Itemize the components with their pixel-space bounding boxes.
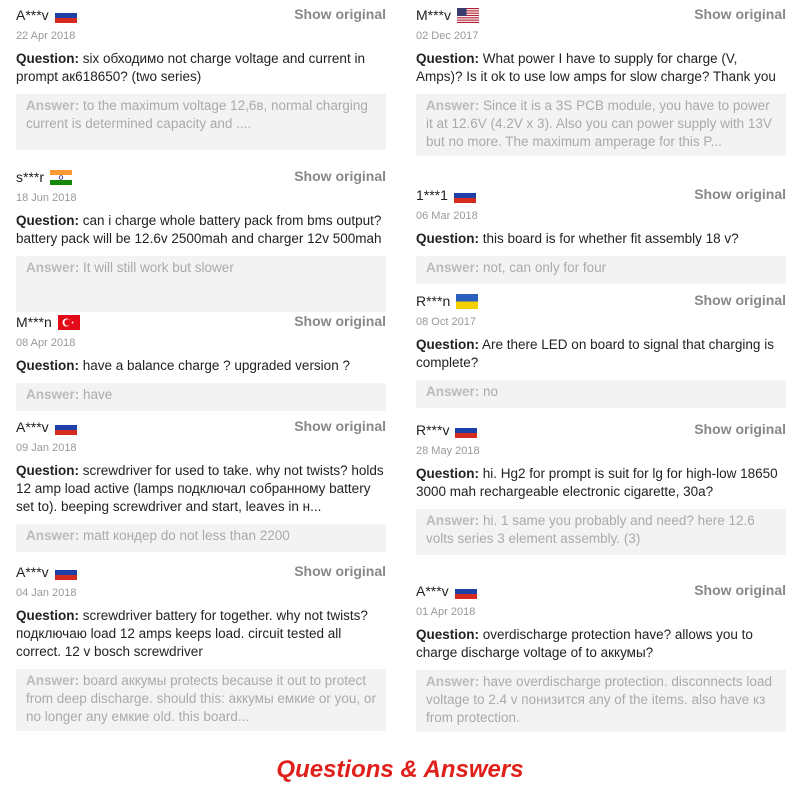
username: M***n <box>16 314 52 330</box>
answer-body: have overdischarge protection. disconnects load voltage to 2.4 v понизится any of the items. also have кз from protection. <box>426 674 772 725</box>
question-prefix: Question: <box>16 358 79 373</box>
answer-box <box>416 94 786 156</box>
qa-header <box>416 580 786 602</box>
answer-body: no <box>483 384 499 399</box>
username: R***v <box>416 422 450 438</box>
question-text <box>16 212 386 248</box>
date: 08 Apr 2018 <box>16 337 76 349</box>
qa-header <box>16 416 386 438</box>
date: 22 Apr 2018 <box>16 30 76 42</box>
qa-header <box>16 166 386 188</box>
question-prefix: Question: <box>416 627 479 642</box>
russia-flag-icon <box>55 420 77 435</box>
qa-header <box>16 561 386 583</box>
show-original-link[interactable]: Show original <box>294 168 386 184</box>
question-text <box>16 607 386 661</box>
qa-item <box>16 416 386 552</box>
answer-body: It will still work but slower <box>83 260 234 275</box>
footer-title: Questions & Answers <box>276 756 524 783</box>
answer-prefix: Answer: <box>26 528 80 543</box>
russia-flag-icon <box>455 584 477 599</box>
question-text <box>416 626 786 662</box>
show-original-link[interactable]: Show original <box>694 421 786 437</box>
question-prefix: Question: <box>16 51 79 66</box>
answer-box <box>416 670 786 732</box>
question-text <box>416 50 786 86</box>
answer-prefix: Answer: <box>26 98 80 113</box>
question-text <box>416 465 786 501</box>
username: A***v <box>16 564 49 580</box>
answer-prefix: Answer: <box>26 673 80 688</box>
question-text <box>416 336 786 372</box>
date: 18 Jun 2018 <box>16 192 77 204</box>
answer-box <box>16 94 386 150</box>
qa-header <box>16 4 386 26</box>
username: R***n <box>416 293 451 309</box>
answer-prefix: Answer: <box>426 513 480 528</box>
answer-prefix: Answer: <box>426 98 480 113</box>
show-original-link[interactable]: Show original <box>694 6 786 22</box>
answer-box <box>16 256 386 312</box>
russia-flag-icon <box>454 188 476 203</box>
show-original-link[interactable]: Show original <box>694 186 786 202</box>
qa-item <box>416 290 786 408</box>
username: 1***1 <box>416 187 448 203</box>
question-text <box>16 357 386 375</box>
username: M***v <box>416 7 452 23</box>
show-original-link[interactable]: Show original <box>294 563 386 579</box>
answer-box <box>416 380 786 408</box>
answer-body: matt кондер do not less than 2200 <box>83 528 290 543</box>
question-body: screwdriver battery for together. why not twists? подключаю load 12 amps keeps load. circuit tested all correct. 12 v bosch screwdriver <box>16 608 368 659</box>
answer-box <box>16 669 386 731</box>
answer-body: hi. 1 same you probably and need? here 12.6 volts series 3 element assembly. (3) <box>426 513 755 546</box>
question-body: overdischarge protection have? allows you to charge discharge voltage of to аккумы? <box>416 627 753 660</box>
question-prefix: Question: <box>416 231 479 246</box>
show-original-link[interactable]: Show original <box>694 292 786 308</box>
russia-flag-icon <box>455 423 477 438</box>
qa-item <box>416 4 786 156</box>
date: 02 Dec 2017 <box>416 30 479 42</box>
question-text <box>416 230 786 248</box>
answer-prefix: Answer: <box>426 384 480 399</box>
qa-item <box>16 4 386 150</box>
answer-prefix: Answer: <box>426 260 480 275</box>
question-text <box>16 462 386 516</box>
show-original-link[interactable]: Show original <box>694 582 786 598</box>
russia-flag-icon <box>55 565 77 580</box>
username: A***v <box>416 583 449 599</box>
question-body: have a balance charge ? upgraded version ? <box>82 358 350 373</box>
date: 08 Oct 2017 <box>416 316 476 328</box>
question-body: six обходимо not charge voltage and current in prompt ак618650? (two series) <box>16 51 365 84</box>
date: 06 Mar 2018 <box>416 210 478 222</box>
turkey-flag-icon <box>58 315 80 330</box>
answer-body: board аккумы protects because it out to protect from deep discharge. should this: аккумы емкие or you, or no longer any емкие old. this board... <box>26 673 376 724</box>
qa-header <box>16 311 386 333</box>
india-flag-icon <box>50 170 72 185</box>
date: 04 Jan 2018 <box>16 587 77 599</box>
qa-item <box>16 311 386 411</box>
question-body: this board is for whether fit assembly 18 v? <box>482 231 739 246</box>
question-prefix: Question: <box>416 51 479 66</box>
question-body: can i charge whole battery pack from bms output? battery pack will be 12.6v 2500mah and charger 12v 500mah <box>16 213 382 246</box>
question-body: Are there LED on board to signal that charging is complete? <box>416 337 774 370</box>
qa-header <box>416 290 786 312</box>
answer-prefix: Answer: <box>26 387 80 402</box>
ukraine-flag-icon <box>456 294 478 309</box>
username: A***v <box>16 7 49 23</box>
answer-box <box>16 524 386 552</box>
show-original-link[interactable]: Show original <box>294 418 386 434</box>
qa-item <box>416 419 786 555</box>
username: s***r <box>16 169 45 185</box>
answer-prefix: Answer: <box>26 260 80 275</box>
answer-box <box>416 509 786 555</box>
qa-item <box>416 184 786 284</box>
question-body: What power I have to supply for charge (V, Amps)? Is it ok to use low amps for slow charge? Thank you <box>416 51 776 84</box>
answer-body: to the maximum voltage 12,6в, normal charging current is determined capacity and .... <box>26 98 368 131</box>
question-prefix: Question: <box>16 463 79 478</box>
qa-item <box>16 561 386 731</box>
qa-header <box>416 184 786 206</box>
question-body: screwdriver for used to take. why not twists? holds 12 amp load active (lamps подключал собранному battery set to). beeping screwdriver and start, leaves in н... <box>16 463 384 514</box>
date: 28 May 2018 <box>416 445 480 457</box>
show-original-link[interactable]: Show original <box>294 313 386 329</box>
answer-prefix: Answer: <box>426 674 480 689</box>
qa-header <box>416 4 786 26</box>
question-prefix: Question: <box>16 608 79 623</box>
answer-box <box>16 383 386 411</box>
show-original-link[interactable]: Show original <box>294 6 386 22</box>
date: 01 Apr 2018 <box>416 606 476 618</box>
question-prefix: Question: <box>16 213 79 228</box>
question-prefix: Question: <box>416 337 479 352</box>
question-body: hi. Hg2 for prompt is suit for lg for high-low 18650 3000 mah rechargeable electronic cigarette, 30a? <box>416 466 778 499</box>
question-text <box>16 50 386 86</box>
date: 09 Jan 2018 <box>16 442 77 454</box>
question-prefix: Question: <box>416 466 479 481</box>
username: A***v <box>16 419 49 435</box>
answer-body: not, can only for four <box>483 260 607 275</box>
usa-flag-icon <box>457 8 479 23</box>
qa-item <box>416 580 786 732</box>
qa-item <box>16 166 386 312</box>
russia-flag-icon <box>55 8 77 23</box>
answer-body: Since it is a 3S PCB module, you have to power it at 12.6V (4.2V x 3). Also you can power supply with 13V but no more. The maximum amperage for this P... <box>426 98 772 149</box>
answer-body: have <box>83 387 113 402</box>
answer-box <box>416 256 786 284</box>
qa-header <box>416 419 786 441</box>
